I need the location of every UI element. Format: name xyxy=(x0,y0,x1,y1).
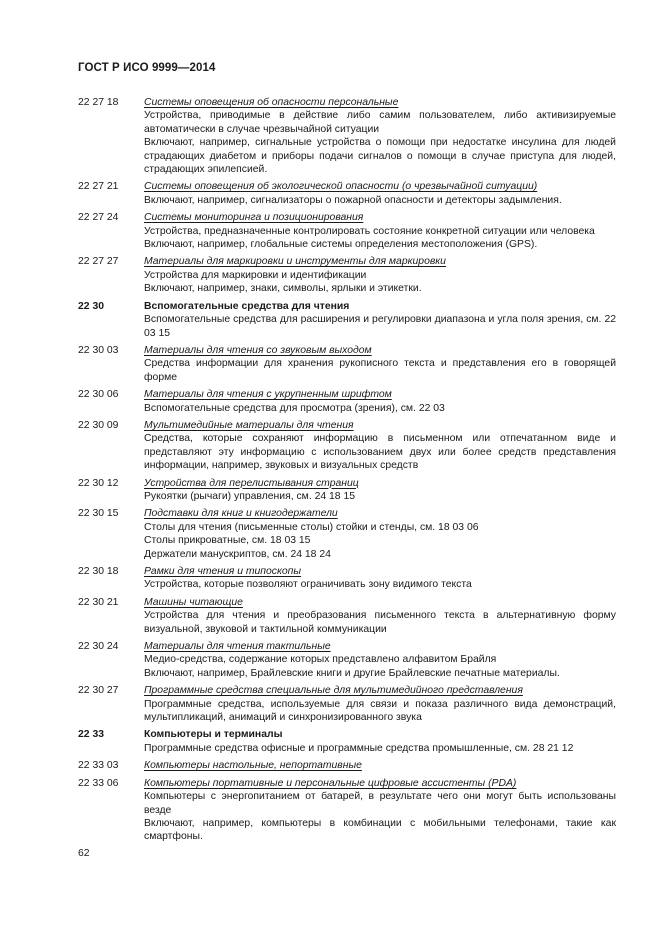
entry-description: Устройства для маркировки и идентификации xyxy=(144,269,367,281)
entry-description: Включают, например, сигнализаторы о пожарной опасности и детекторы задымления. xyxy=(144,194,562,206)
entry-code: 22 30 21 xyxy=(78,596,119,608)
entry-title: Машины читающие xyxy=(144,596,243,608)
entry-title: Мультимедийные материалы для чтения xyxy=(144,419,354,431)
classification-entry xyxy=(78,596,616,636)
entry-code: 22 30 27 xyxy=(78,685,119,697)
entry-body xyxy=(144,344,616,384)
entry-code: 22 27 27 xyxy=(78,256,119,268)
classification-entry xyxy=(78,96,616,176)
entry-title: Компьютеры настольные, непортативные xyxy=(144,760,362,772)
entry-body xyxy=(144,640,616,680)
entry-description: Включают, например, знаки, символы, ярлыки и этикетки. xyxy=(144,283,422,295)
entry-code: 22 33 03 xyxy=(78,760,119,772)
entry-title: Компьютеры и терминалы xyxy=(144,729,283,741)
entry-title: Рамки для чтения и типоскопы xyxy=(144,566,302,577)
entry-body xyxy=(144,684,616,724)
entry-code: 22 30 06 xyxy=(78,389,119,401)
entry-body xyxy=(144,211,616,251)
classification-entry xyxy=(78,684,616,724)
entry-description: Средства информации для хранения рукописного текста и представления его в говорящей форме xyxy=(144,358,616,383)
entry-code: 22 30 12 xyxy=(78,477,119,489)
entry-body xyxy=(144,507,616,561)
entry-title: Материалы для маркировки и инструменты для маркировки xyxy=(144,256,446,268)
entry-code: 22 30 18 xyxy=(78,566,119,577)
classification-entry xyxy=(78,344,616,384)
classification-entry xyxy=(78,419,616,473)
classification-entry xyxy=(78,388,616,415)
entry-description: Столы прикроватные, см. 18 03 15 xyxy=(144,535,311,547)
entry-description: Устройства для чтения и преобразования письменного текста в альтернативную форму визуальной, звуковой и тактильной коммуникации xyxy=(144,610,616,635)
entry-body xyxy=(144,96,616,176)
classification-entry xyxy=(78,211,616,251)
classification-entry xyxy=(78,300,616,340)
classification-entry xyxy=(78,728,616,755)
entry-code: 22 30 03 xyxy=(78,344,119,356)
entry-body xyxy=(144,300,616,340)
entry-title: Системы оповещения об опасности персональные xyxy=(144,97,399,108)
entry-description: Держатели манускриптов, см. 24 18 24 xyxy=(144,548,331,560)
entry-description: Включают, например, сигнальные устройства о помощи при недостатке инсулина для людей страдающих диабетом и приборы подачи сигналов о помощи в случае приступа для людей, страдающих эпилепсией. xyxy=(144,137,616,176)
entry-body xyxy=(144,180,616,207)
entry-description: Компьютеры с энергопитанием от батарей, в результате чего они могут быть использованы везде xyxy=(144,791,616,816)
entry-body xyxy=(144,477,616,504)
entry-body xyxy=(144,777,616,844)
entry-description: Средства, которые сохраняют информацию в письменном или отпечатанном виде и представляют эту информацию с использованием двух или более средств представления информации, например, звуковых и визуальных средств xyxy=(144,433,616,472)
entry-description: Программные средства офисные и программные средства промышленные, см. 28 21 12 xyxy=(144,742,574,754)
entry-code: 22 30 24 xyxy=(78,641,119,653)
classification-entry xyxy=(78,759,616,772)
entry-body xyxy=(144,759,616,772)
classification-entry xyxy=(78,507,616,561)
entry-code: 22 27 21 xyxy=(78,181,119,193)
entry-body xyxy=(144,596,616,636)
entry-code: 22 30 15 xyxy=(78,508,119,520)
classification-entries xyxy=(78,96,616,848)
entry-title: Подставки для книг и книгодержатели xyxy=(144,508,338,520)
entry-body xyxy=(144,728,616,755)
entry-title: Системы оповещения об экологической опасности (о чрезвычайной ситуации) xyxy=(144,181,538,193)
entry-description: Вспомогательные средства для просмотра (зрения), см. 22 03 xyxy=(144,402,445,414)
entry-title: Системы мониторинга и позиционирования xyxy=(144,212,364,224)
classification-entry xyxy=(78,255,616,295)
entry-description: Включают, например, глобальные системы определения местоположения (GPS). xyxy=(144,239,538,251)
entry-description: Устройства, которые позволяют ограничивать зону видимого текста xyxy=(144,579,472,591)
entry-description: Вспомогательные средства для расширения и регулировки диапазона и угла поля зрения, см. 22 03 15 xyxy=(144,314,616,339)
document-header: ГОСТ Р ИСО 9999—2014 xyxy=(78,62,216,74)
entry-body xyxy=(144,419,616,473)
entry-code: 22 33 06 xyxy=(78,777,119,789)
entry-body xyxy=(144,565,616,592)
classification-entry xyxy=(78,565,616,592)
entry-description: Включают, например, Брайлевские книги и другие Брайлевские печатные материалы. xyxy=(144,667,560,679)
entry-description: Включают, например, компьютеры в комбинации с мобильными телефонами, такие как смартфоны. xyxy=(144,817,616,843)
entry-description: Медио-средства, содержание которых представлено алфавитом Брайля xyxy=(144,654,497,666)
classification-entry xyxy=(78,777,616,844)
entry-description: Устройства, приводимые в действие либо самим пользователем, либо активизируемые автоматически в случае чрезвычайной ситуации xyxy=(144,110,616,135)
entry-description: Столы для чтения (письменные столы) стойки и стенды, см. 18 03 06 xyxy=(144,521,479,533)
classification-entry xyxy=(78,640,616,680)
entry-code: 22 30 xyxy=(78,300,105,312)
entry-description: Программные средства, используемые для связи и показа различного вида демонстраций, мультипликаций, анимаций и синхронизированного звука xyxy=(144,698,616,724)
page-number: 62 xyxy=(78,848,90,859)
entry-code: 22 27 24 xyxy=(78,212,119,224)
entry-description: Рукоятки (рычаги) управления, см. 24 18 15 xyxy=(144,490,356,502)
entry-code: 22 27 18 xyxy=(78,97,119,108)
entry-code: 22 30 09 xyxy=(78,419,119,431)
entry-title: Компьютеры портативные и персональные цифровые ассистенты (PDA) xyxy=(144,777,517,789)
classification-entry xyxy=(78,477,616,504)
entry-title: Устройства для перелистывания страниц xyxy=(144,477,359,489)
entry-title: Материалы для чтения со звуковым выходом xyxy=(144,344,372,356)
entry-body xyxy=(144,388,616,415)
entry-title: Материалы для чтения с укрупненным шрифтом xyxy=(144,389,392,401)
entry-code: 22 33 xyxy=(78,729,105,741)
entry-title: Материалы для чтения тактильные xyxy=(144,641,331,653)
entry-title: Вспомогательные средства для чтения xyxy=(144,300,350,312)
classification-entry xyxy=(78,180,616,207)
entry-title: Программные средства специальные для мультимедийного представления xyxy=(144,685,523,697)
entry-body xyxy=(144,255,616,295)
entry-description: Устройства, предназначенные контролировать состояние конкретной ситуации или человека xyxy=(144,225,595,237)
